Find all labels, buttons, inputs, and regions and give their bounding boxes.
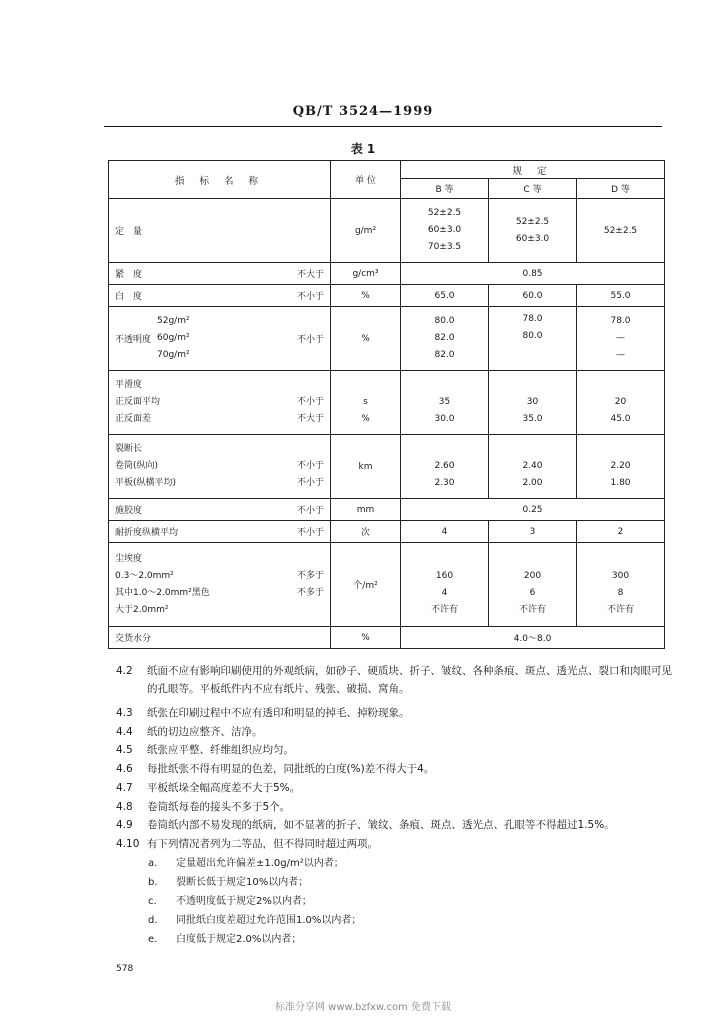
density-name: 紧 度 [109,263,279,285]
clause-4-6: 4.6 每批纸张不得有明显的色差，同批纸的白度(%)差不得大于4。 [116,763,435,775]
opacity-limit: 不小于 [279,307,331,371]
page-number: 578 [116,964,134,974]
row-sizing [109,499,665,521]
row-dirt [109,543,665,627]
breaking-length-name: 裂断长 卷筒(纵向) 平板(纵横平均) [109,435,279,499]
basis-weight-name: 定 量 [109,199,279,263]
header-rule [104,126,662,127]
row-folding [109,521,665,543]
sizing-name: 施胶度 [109,499,279,521]
smoothness-b: 35 30.0 [401,371,489,435]
table-caption: 表 1 [350,142,376,156]
opacity-unit: % [331,307,401,371]
smoothness-c: 30 35.0 [489,371,577,435]
basis-weight-b: 52±2.5 60±3.0 70±3.5 [401,199,489,263]
subitem-d: d. 同批纸白度差超过允许范围1.0%以内者； [148,915,362,926]
watermark-text: 标准分享网 www.bzfxw.com 免费下载 [275,1002,451,1013]
header-unit: 单 位 [331,161,401,199]
folding-limit: 不小于 [279,521,331,543]
smoothness-limit: 不小于 不大于 [279,371,331,435]
row-basis-weight [109,199,665,263]
moisture-unit: % [331,627,401,649]
header-grade-b: B 等 [401,179,489,199]
header-grade-c: C 等 [489,179,577,199]
clause-4-3: 4.3 纸张在印刷过程中不应有透印和明显的掉毛、掉粉现象。 [116,707,410,719]
clause-4-8: 4.8 卷筒纸每卷的接头不多于5个。 [116,801,291,813]
subitem-b: b. 裂断长低于规定10%以内者； [148,877,309,888]
clause-4-5: 4.5 纸张应平整、纤维组织应均匀。 [116,744,294,756]
sizing-limit: 不小于 [279,499,331,521]
opacity-d: 78.0 — — [577,307,665,371]
opacity-label: 不透明度 [115,335,152,345]
clause-4-2: 4.2 纸面不应有影响印刷使用的外观纸病，如砂子、硬质块、折子、皱纹、各种条痕、斑点、透光点、裂口和肉眼可见的孔眼等。平板纸件内不应有纸片、残张、破损、窝角。 [116,665,672,695]
clause-4-7: 4.7 平板纸垛全幅高度差不大于5%。 [116,782,301,794]
table-header-row [109,161,665,179]
row-moisture [109,627,665,649]
row-breaking-length [109,435,665,499]
row-smoothness [109,371,665,435]
density-limit: 不大于 [279,263,331,285]
folding-c: 3 [489,521,577,543]
dirt-name: 尘埃度 0.3～2.0mm² 其中1.0～2.0mm²黑色 大于2.0mm² [109,543,279,627]
dirt-unit: 个/m² [331,543,401,627]
header-spec-group: 规 定 [401,161,665,179]
folding-unit: 次 [331,521,401,543]
dirt-c: 200 6 不许有 [489,543,577,627]
header-name: 指 标 名 称 [109,161,331,199]
dirt-d: 300 8 不许有 [577,543,665,627]
subitem-c: c. 不透明度低于规定2%以内者； [148,896,312,907]
brightness-unit: % [331,285,401,307]
smoothness-d: 20 45.0 [577,371,665,435]
standard-code: QB/T 3524—1999 [292,104,434,119]
clause-4-9: 4.9 卷筒纸内部不易发现的纸病，如不显著的折子、皱纹、条痕、斑点、透光点、孔眼等不得超过1.5%。 [116,819,615,831]
folding-d: 2 [577,521,665,543]
basis-weight-unit: g/m² [331,199,401,263]
brightness-d: 55.0 [577,285,665,307]
brightness-c: 60.0 [489,285,577,307]
smoothness-name: 平滑度 正反面平均 正反面差 [109,371,279,435]
subitem-e: e. 白度低于规定2.0%以内者； [148,934,302,945]
moisture-name: 交货水分 [109,627,279,649]
folding-b: 4 [401,521,489,543]
row-density [109,263,665,285]
brightness-name: 白 度 [109,285,279,307]
basis-weight-d: 52±2.5 [577,199,665,263]
dirt-limit: 不多于 不多于 [279,543,331,627]
density-unit: g/cm³ [331,263,401,285]
clause-4-4: 4.4 纸的切边应整齐、洁净。 [116,726,263,738]
brightness-limit: 不小于 [279,285,331,307]
opacity-c: 78.0 80.0 [489,307,577,371]
sizing-unit: mm [331,499,401,521]
specification-table [108,160,665,649]
clause-4-10: 4.10 有下列情况者列为二等品，但不得同时超过两项。 [116,838,378,850]
density-value: 0.85 [401,263,665,285]
dirt-b: 160 4 不许有 [401,543,489,627]
moisture-value: 4.0～8.0 [401,627,665,649]
header-grade-d: D 等 [577,179,665,199]
opacity-name: 不透明度 52g/m² 60g/m² 70g/m² [109,307,279,371]
row-brightness [109,285,665,307]
breaking-length-limit: 不小于 不小于 [279,435,331,499]
breaking-length-c: 2.40 2.00 [489,435,577,499]
basis-weight-c: 52±2.5 60±3.0 [489,199,577,263]
breaking-length-b: 2.60 2.30 [401,435,489,499]
folding-name: 耐折度纵横平均 [109,521,279,543]
sizing-value: 0.25 [401,499,665,521]
smoothness-unit: s % [331,371,401,435]
brightness-b: 65.0 [401,285,489,307]
breaking-length-unit: km [331,435,401,499]
breaking-length-d: 2.20 1.80 [577,435,665,499]
opacity-b: 80.0 82.0 82.0 [401,307,489,371]
subitem-a: a. 定量超出允许偏差±1.0g/m²以内者； [148,858,344,869]
row-opacity [109,307,665,371]
